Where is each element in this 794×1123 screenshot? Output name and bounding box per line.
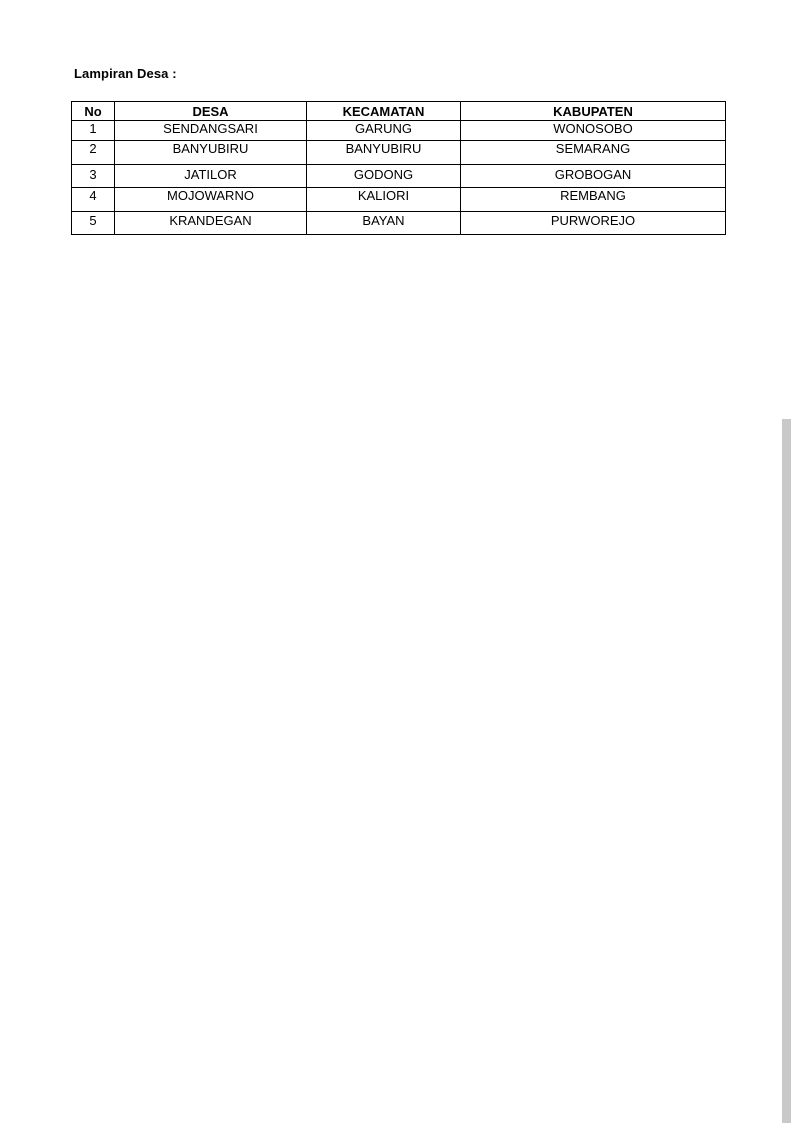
header-kecamatan: KECAMATAN [307,102,461,121]
cell-no: 1 [72,121,115,141]
cell-kabupaten: REMBANG [461,188,726,212]
cell-kabupaten: PURWOREJO [461,212,726,235]
cell-kecamatan: BANYUBIRU [307,141,461,165]
table-row [72,121,726,141]
cell-desa: MOJOWARNO [115,188,307,212]
village-table [71,101,726,235]
cell-desa: BANYUBIRU [115,141,307,165]
table-row [72,212,726,235]
cell-kabupaten: SEMARANG [461,141,726,165]
cell-kecamatan: GODONG [307,165,461,188]
cell-desa: SENDANGSARI [115,121,307,141]
cell-no: 2 [72,141,115,165]
table-row [72,165,726,188]
table-row [72,188,726,212]
cell-desa: JATILOR [115,165,307,188]
header-no: No [72,102,115,121]
page-title: Lampiran Desa : [74,66,177,81]
cell-kecamatan: BAYAN [307,212,461,235]
table-header-row [72,102,726,121]
cell-no: 4 [72,188,115,212]
header-desa: DESA [115,102,307,121]
cell-kecamatan: KALIORI [307,188,461,212]
header-kabupaten: KABUPATEN [461,102,726,121]
cell-desa: KRANDEGAN [115,212,307,235]
table-row [72,141,726,165]
cell-kecamatan: GARUNG [307,121,461,141]
cell-no: 3 [72,165,115,188]
vertical-scrollbar[interactable] [782,419,791,1123]
cell-no: 5 [72,212,115,235]
cell-kabupaten: GROBOGAN [461,165,726,188]
cell-kabupaten: WONOSOBO [461,121,726,141]
